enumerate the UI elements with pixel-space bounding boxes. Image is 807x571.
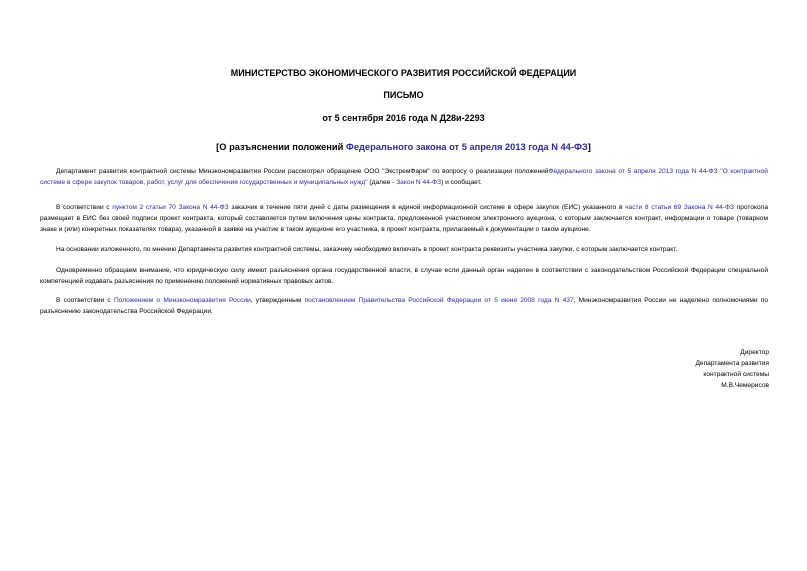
law-44fz-link[interactable]: Федерального закона от 5 апреля 2013 года N 44-ФЗ "О контрактной системе в сфере закупок товаров, работ, услуг для обеспечения государственных и муниципальных нужд" (40, 168, 768, 186)
paragraph-5-text-3: , Минэкономразвития России не наделено полномочиями по разъяснению законодательства Российской Федерации. (40, 297, 769, 315)
paragraph-1-text-3: ) и сообщает. (441, 179, 482, 186)
paragraph-2 (40, 202, 768, 235)
paragraph-5-text-2: , утвержденным (250, 297, 305, 304)
paragraph-2-text-3: протокола размещает в ЕИС без своей подписи проект контракта, который составляется путем включения цены контракта, предложенной участником электронного аукциона, с которым заключается контракт, информации о товаре (товарном знаке и (или) конкретных показателях товара), указанной в заявке на участие в таком аукционе его участника, в проект контракта, прилагаемый к документации о таком аукционе. (40, 204, 769, 233)
subject-law-link[interactable]: Федерального закона от 5 апреля 2013 года N 44-ФЗ (345, 142, 588, 152)
signature-name: М.В.Чемерисов (721, 382, 769, 389)
subject-line (0, 142, 807, 153)
paragraph-1 (40, 166, 768, 188)
paragraph-4-text: Одновременно обращаем внимание, что юридическую силу имеют разъяснения органа государственной власти, в случае если данный орган наделен в соответствии с законодательством Российской Федерации специальной компетенцией издавать разъяснения по применению положений нормативных правовых актов. (40, 267, 768, 285)
decree-437-link[interactable]: постановлением Правительства Российской Федерации от 5 июня 2008 года N 437 (304, 297, 574, 304)
paragraph-4 (40, 265, 768, 287)
date-number: от 5 сентября 2016 года N Д28и-2293 (322, 113, 485, 123)
subject-suffix: ] (587, 142, 591, 152)
paragraph-5 (40, 295, 768, 317)
article-69-link[interactable]: части 8 статьи 69 Закона N 44-ФЗ (625, 204, 734, 211)
signature-position: Директор (740, 349, 769, 356)
paragraph-2-text-1: В соответствии с (56, 204, 113, 211)
paragraph-3 (40, 244, 768, 255)
signature-department-2: контрактной системы (703, 371, 769, 378)
document-type: ПИСЬМО (383, 90, 424, 100)
paragraph-2-text-2: заказчик в течение пяти дней с даты размещения в единой информационной системе в сфере закупок (ЕИС) указанного в (228, 204, 626, 211)
paragraph-1-text-1: Департамент развития контрактной системы Минэкономразвития России рассмотрел обращение ООО "ЭкстремФарм" по вопросу о реализации положений (56, 168, 549, 175)
law-44fz-short-link[interactable]: Закон N 44-ФЗ (396, 179, 442, 186)
paragraph-1-text-2: (далее - (367, 179, 397, 186)
subject-prefix: [О разъяснении положений (216, 142, 346, 152)
paragraph-3-text: На основании изложенного, по мнению Департамента развития контрактной системы, заказчику необходимо включать в проект контракта реквизиты участника закупки, с которым заключается контракт. (56, 246, 678, 253)
regulation-link[interactable]: Положением о Минэкономразвития России (113, 297, 251, 304)
signature-block (619, 347, 769, 391)
article-70-link[interactable]: пунктом 2 статьи 70 Закона N 44-ФЗ (112, 204, 229, 211)
ministry-title: МИНИСТЕРСТВО ЭКОНОМИЧЕСКОГО РАЗВИТИЯ РОССИЙСКОЙ ФЕДЕРАЦИИ (230, 68, 577, 78)
paragraph-5-text-1: В соответствии с (56, 297, 114, 304)
signature-department: Департамента развития (695, 360, 769, 367)
